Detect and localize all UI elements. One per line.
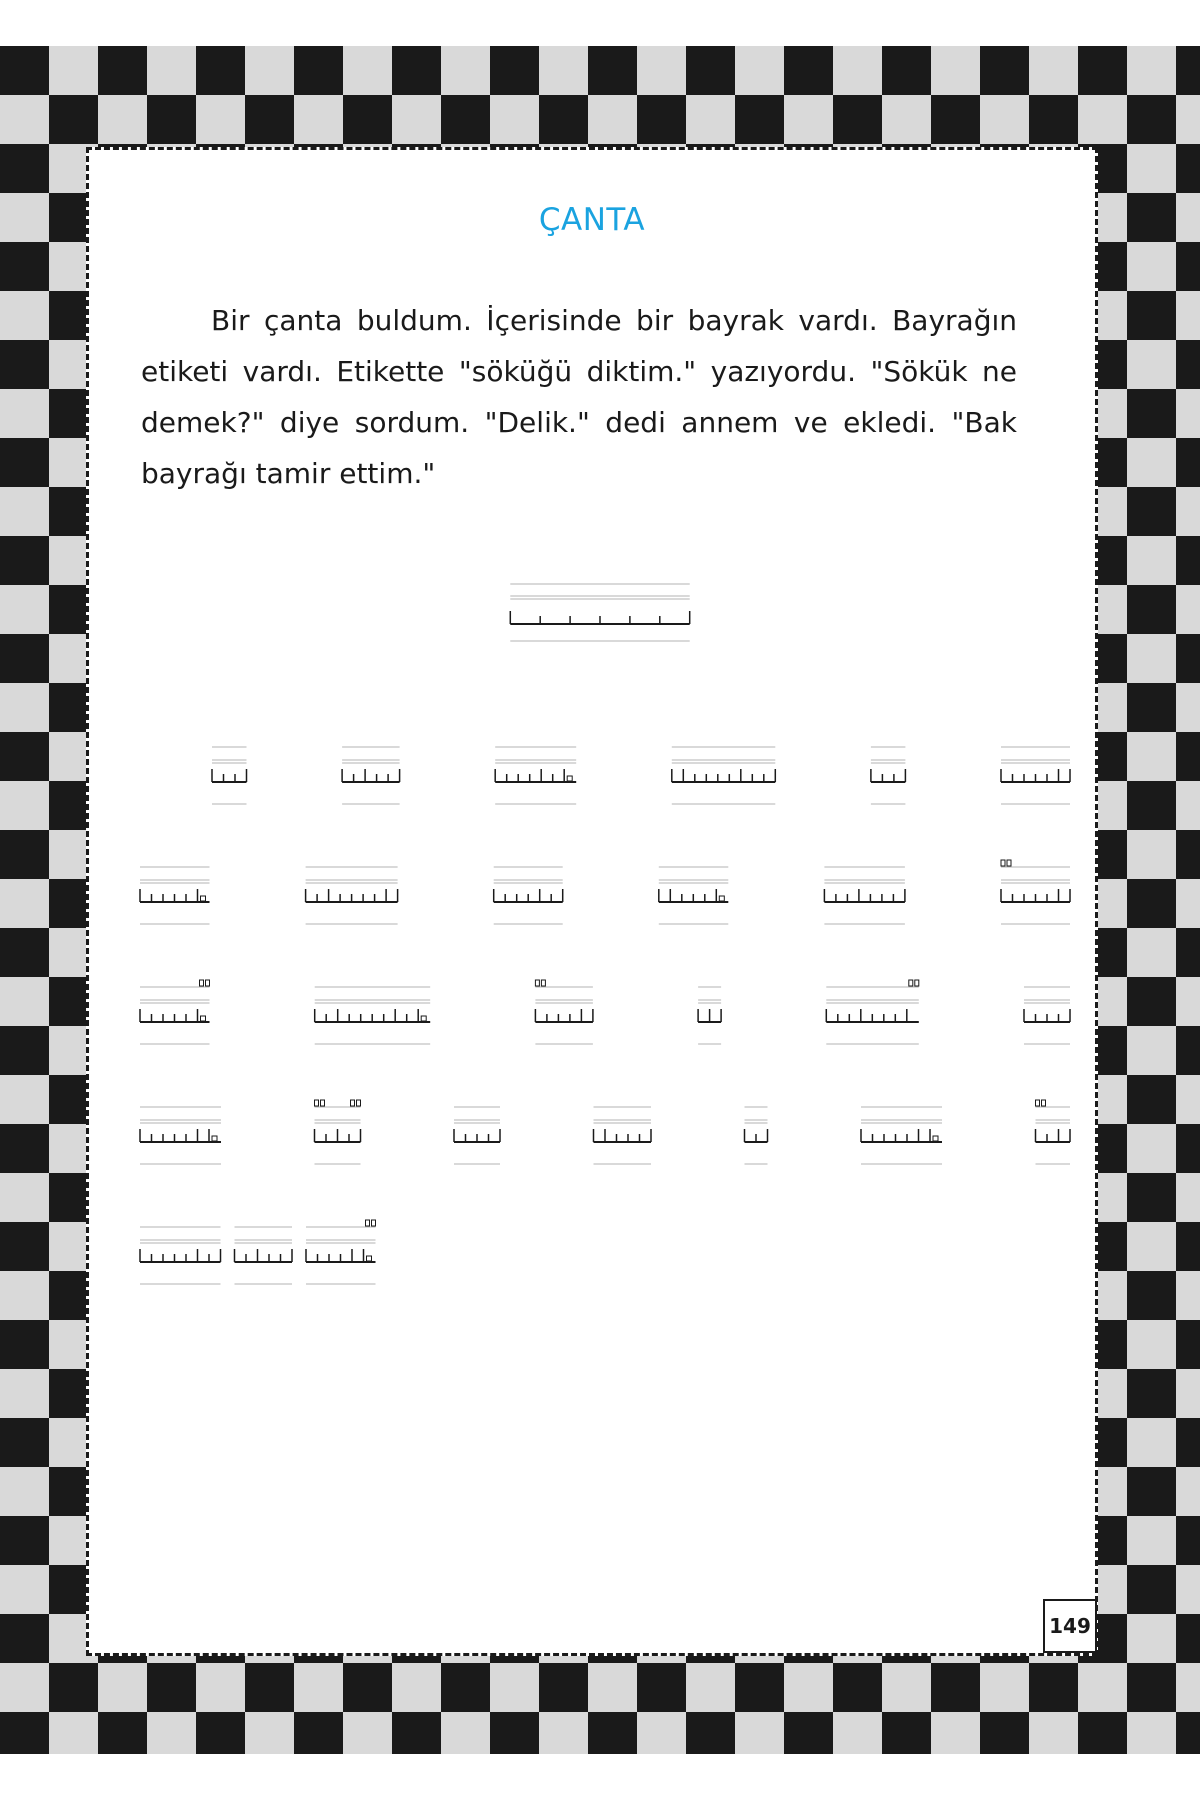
page-title: ÇANTA (538, 202, 646, 238)
page-number: 149 (1043, 1599, 1097, 1653)
story-paragraph: Bir çanta buldum. İçerisinde bir bayrak vardı. Bayrağın etiketi vardı. Etikette "söküğü diktim." yazıyordu. "Sökük ne demek?" diye sordum. "Delik." dedi annem ve ekledi. "Bak bayrağı tamir ettim." (141, 304, 1017, 490)
worksheet-page (86, 147, 1098, 1656)
